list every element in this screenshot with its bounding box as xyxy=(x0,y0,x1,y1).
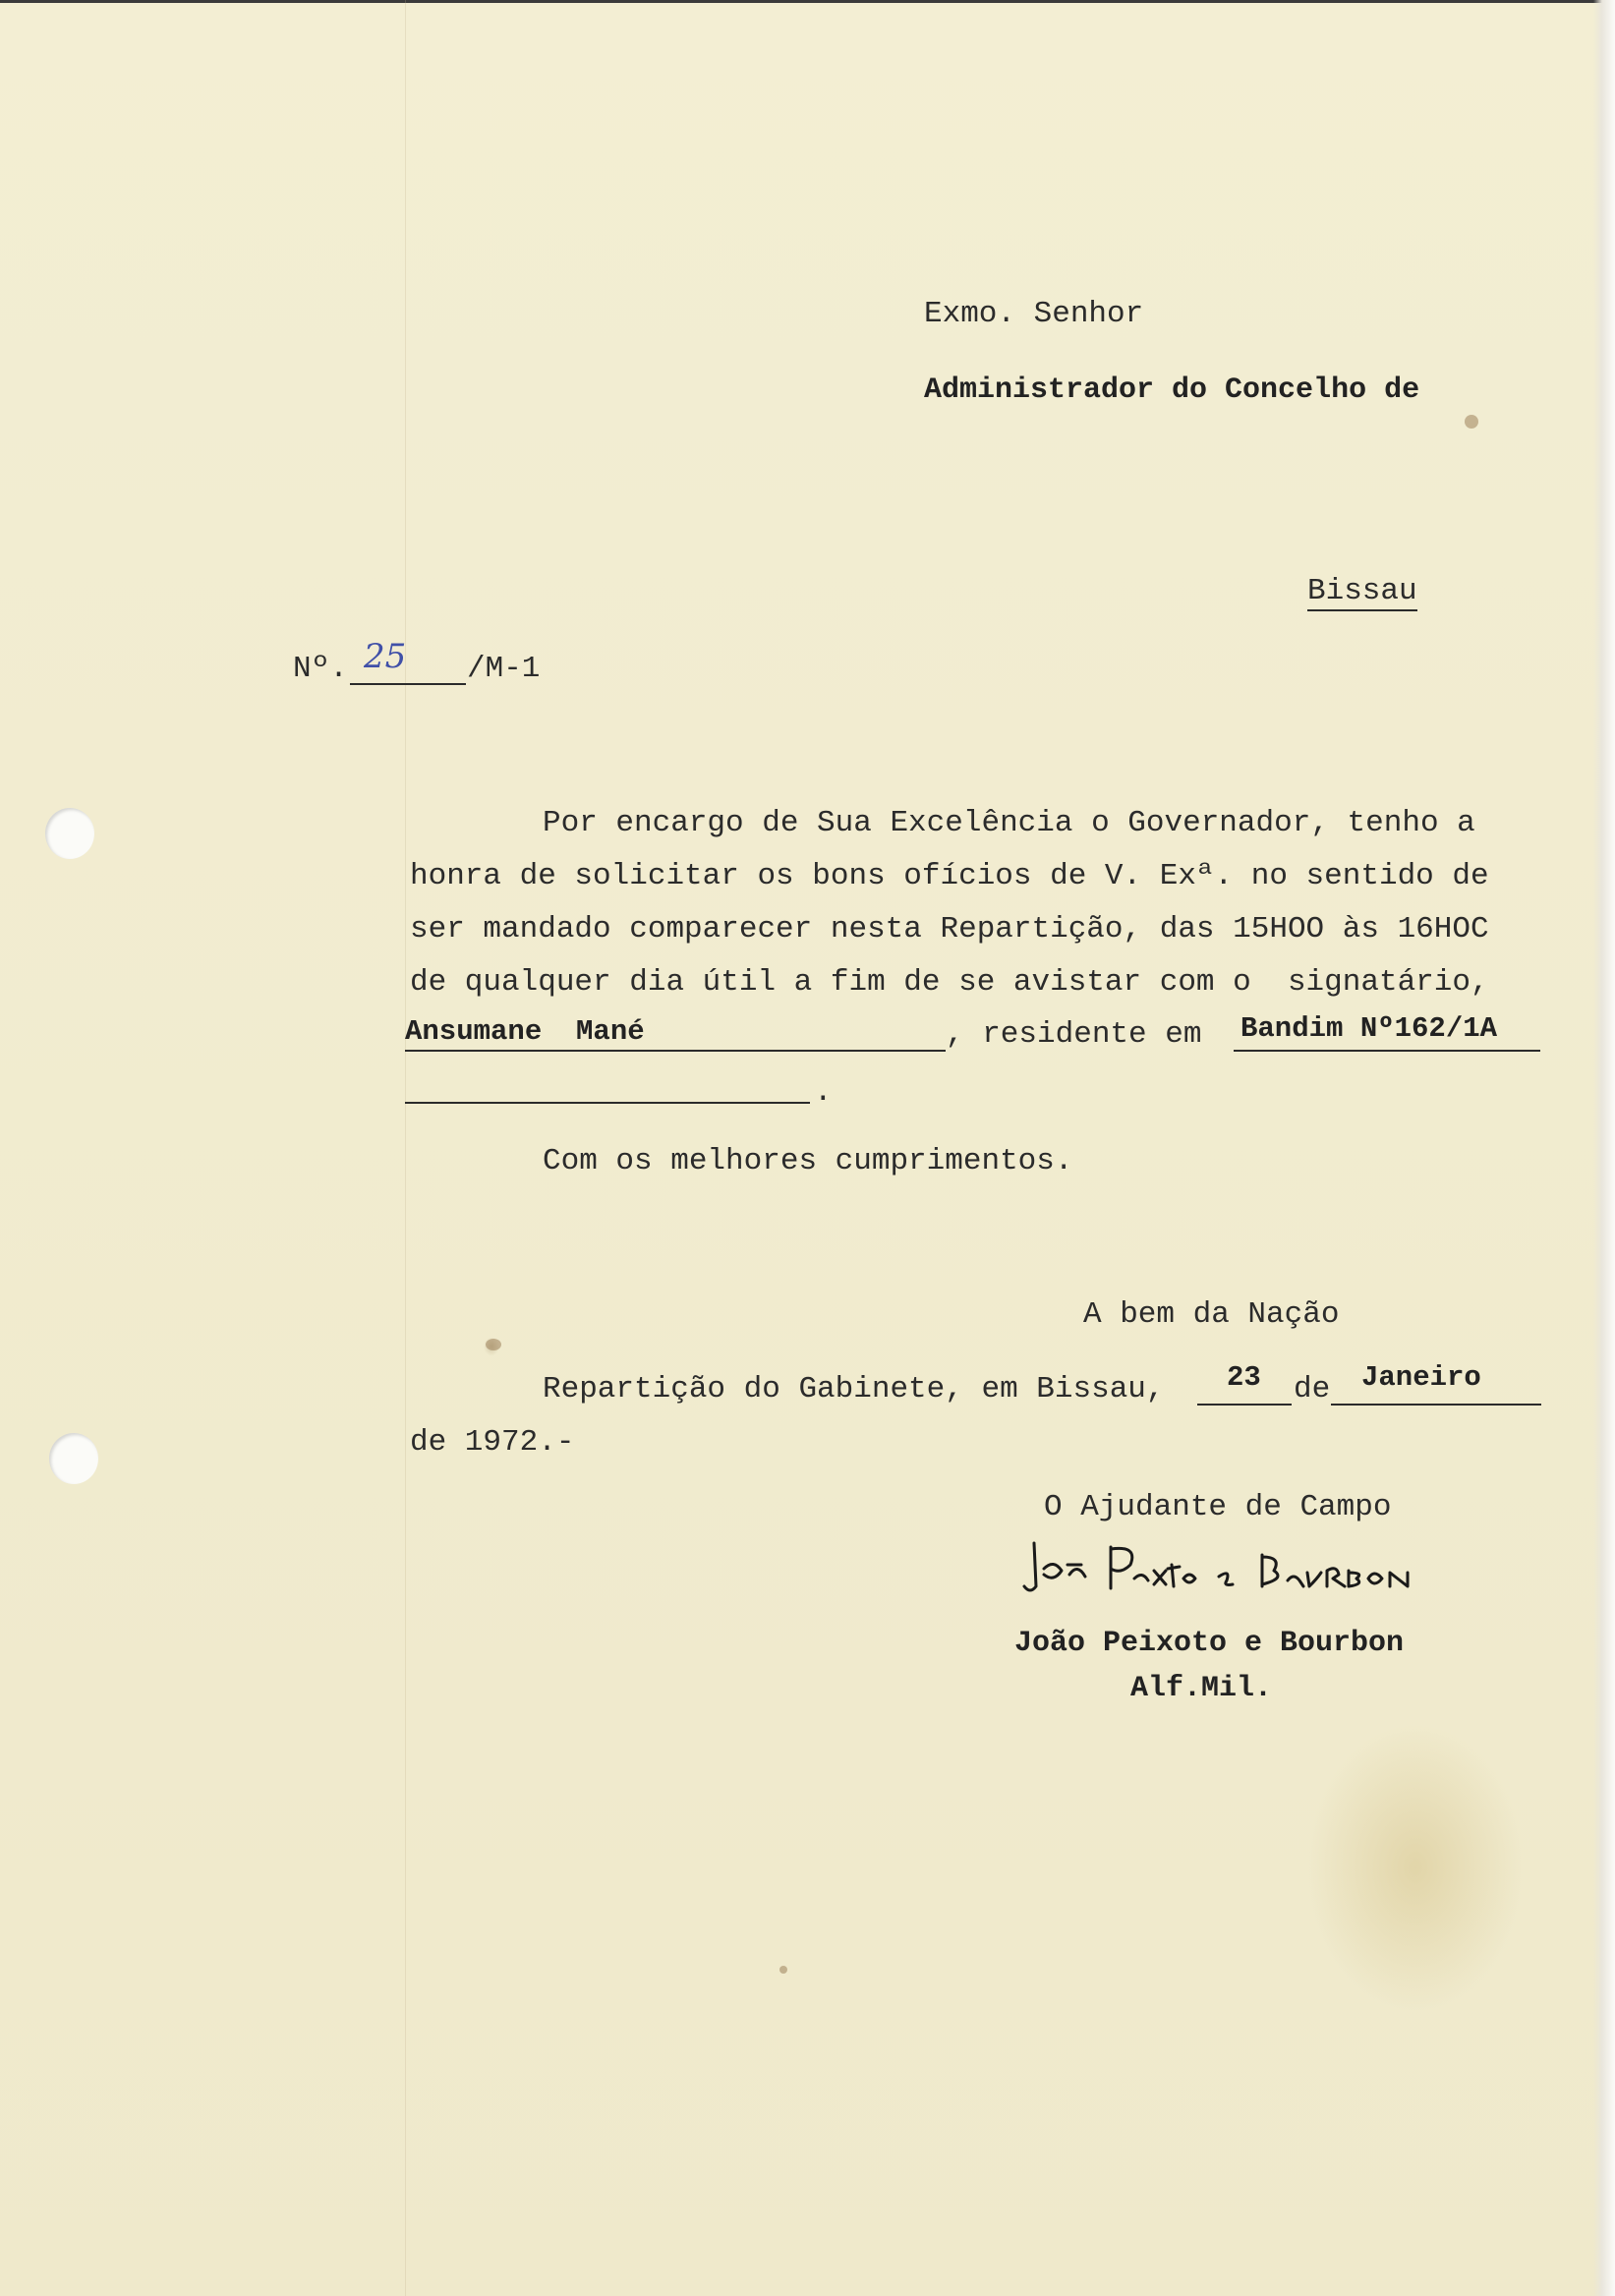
date-day: 23 xyxy=(1227,1361,1261,1394)
reference-blank xyxy=(350,683,466,685)
ink-spot xyxy=(779,1966,787,1974)
reference-number: 25 xyxy=(364,637,407,676)
continuation-period: . xyxy=(814,1075,833,1110)
residence-value: Bandim Nº162/1A xyxy=(1240,1012,1498,1045)
ink-spot xyxy=(486,1339,501,1350)
reference-prefix: Nº. xyxy=(293,652,348,686)
handwritten-signature xyxy=(1022,1535,1435,1604)
residence-label: , residente em xyxy=(946,1017,1202,1052)
name-blank xyxy=(405,1050,946,1052)
body-line-3: ser mandado comparecer nesta Repartição, das 15HOO às 16HOC xyxy=(410,912,1489,947)
signature-role: O Ajudante de Campo xyxy=(1044,1490,1392,1524)
salutation: Exmo. Senhor xyxy=(924,297,1144,331)
date-year-line: de 1972.- xyxy=(410,1425,575,1460)
page-right-edge xyxy=(1593,0,1615,2296)
date-month: Janeiro xyxy=(1361,1361,1481,1394)
signatory-rank: Alf.Mil. xyxy=(1130,1672,1273,1705)
person-name: Ansumane Mané xyxy=(405,1015,645,1048)
month-blank xyxy=(1331,1404,1541,1406)
signature-drawing xyxy=(1022,1535,1435,1604)
continuation-blank xyxy=(405,1102,810,1104)
addressee-place: Bissau xyxy=(1307,574,1417,611)
residence-blank xyxy=(1234,1050,1540,1052)
reference-suffix: /M-1 xyxy=(467,652,541,686)
ink-spot xyxy=(1465,415,1478,429)
page-top-edge xyxy=(0,0,1615,3)
date-de-label: de xyxy=(1294,1372,1331,1406)
closing: Com os melhores cumprimentos. xyxy=(543,1144,1073,1178)
body-line-1: Por encargo de Sua Excelência o Governador, tenho a xyxy=(543,806,1475,840)
day-blank xyxy=(1197,1404,1292,1406)
signatory-name: João Peixoto e Bourbon xyxy=(1014,1627,1405,1660)
addressee-title: Administrador do Concelho de xyxy=(924,373,1420,407)
motto: A bem da Nação xyxy=(1083,1297,1340,1332)
punch-hole-bottom xyxy=(49,1433,98,1484)
margin-rule xyxy=(405,0,406,2296)
body-line-4: de qualquer dia útil a fim de se avistar com o signatário, xyxy=(410,965,1489,1000)
dateline-prefix: Repartição do Gabinete, em Bissau, xyxy=(543,1372,1165,1406)
body-line-2: honra de solicitar os bons ofícios de V. Exª. no sentido de xyxy=(410,859,1489,893)
punch-hole-top xyxy=(45,808,94,859)
